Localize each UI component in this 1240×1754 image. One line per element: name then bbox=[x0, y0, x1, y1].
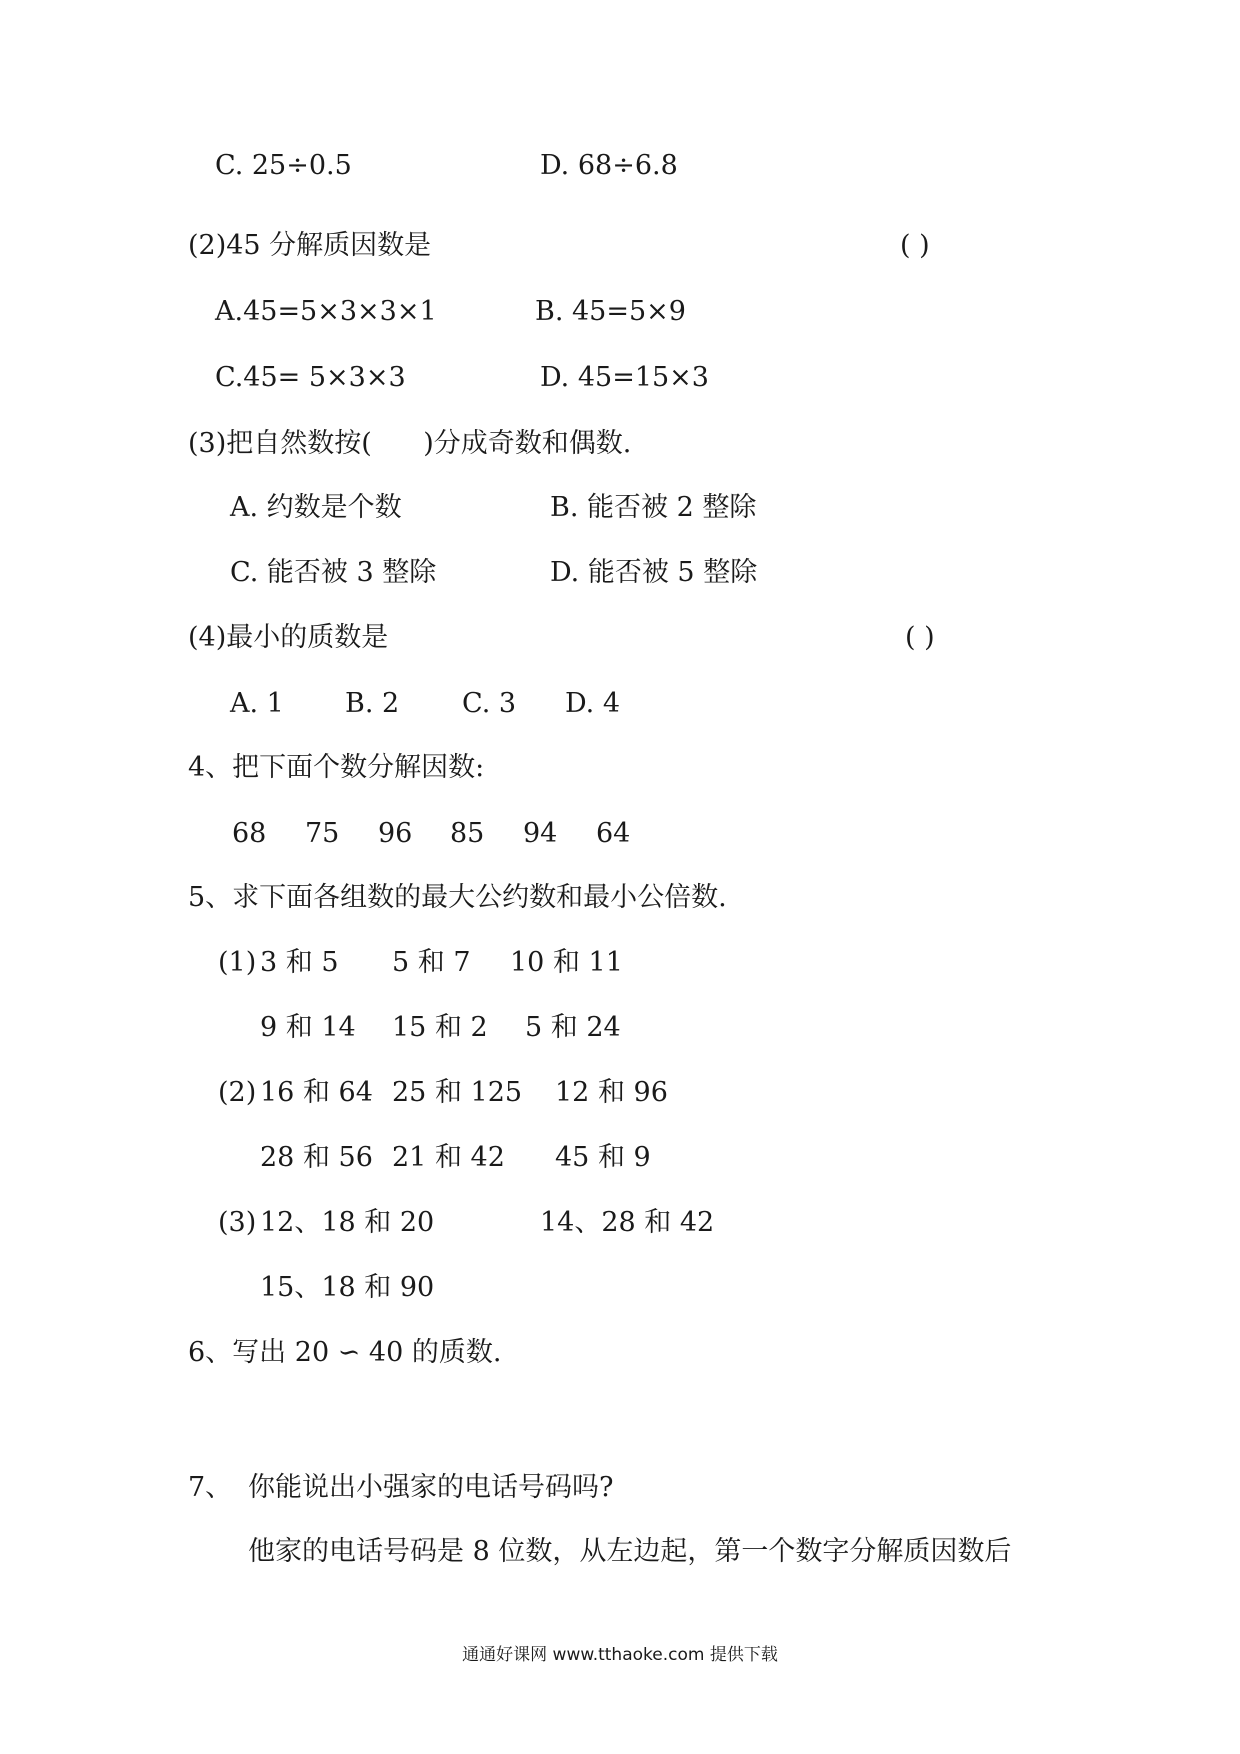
q3-1-option-c: C. 25÷0.5 bbox=[215, 150, 352, 181]
q3-3-stem: (3)把自然数按( )分成奇数和偶数. bbox=[188, 428, 632, 459]
q3-3-option-b: B. 能否被 2 整除 bbox=[550, 492, 757, 523]
q5-triple: 12、18 和 20 bbox=[260, 1207, 435, 1238]
q3-3-option-c: C. 能否被 3 整除 bbox=[230, 557, 437, 588]
q7-number: 7、 bbox=[188, 1472, 233, 1503]
q3-4-answer-blank: ( ) bbox=[905, 622, 935, 653]
q3-4-option-d: D. 4 bbox=[565, 688, 621, 719]
q4-number: 68 bbox=[232, 818, 267, 849]
q5-triple: 14、28 和 42 bbox=[540, 1207, 715, 1238]
q7-title: 你能说出小强家的电话号码吗? bbox=[248, 1472, 614, 1503]
q6-title: 6、写出 20 ∽ 40 的质数. bbox=[188, 1337, 502, 1368]
q3-1-option-d: D. 68÷6.8 bbox=[540, 150, 678, 181]
q5-pair: 21 和 42 bbox=[392, 1142, 505, 1173]
q5-pair: 15 和 2 bbox=[392, 1012, 488, 1043]
q5-title: 5、求下面各组数的最大公约数和最小公倍数. bbox=[188, 882, 727, 913]
q5-pair: 5 和 7 bbox=[392, 947, 471, 978]
q5-pair: 45 和 9 bbox=[555, 1142, 651, 1173]
q5-pair: 28 和 56 bbox=[260, 1142, 373, 1173]
q4-number: 94 bbox=[523, 818, 558, 849]
q3-4-option-c: C. 3 bbox=[462, 688, 517, 719]
q4-number: 75 bbox=[305, 818, 340, 849]
q3-3-option-d: D. 能否被 5 整除 bbox=[550, 557, 758, 588]
q3-2-answer-blank: ( ) bbox=[900, 230, 930, 261]
q5-group-3-label: (3) bbox=[218, 1207, 257, 1238]
q5-pair: 3 和 5 bbox=[260, 947, 339, 978]
q4-number: 64 bbox=[596, 818, 631, 849]
q5-pair: 9 和 14 bbox=[260, 1012, 356, 1043]
q5-pair: 10 和 11 bbox=[510, 947, 623, 978]
q5-pair: 25 和 125 bbox=[392, 1077, 523, 1108]
q5-group-2-label: (2) bbox=[218, 1077, 257, 1108]
q5-pair: 12 和 96 bbox=[555, 1077, 668, 1108]
q3-2-option-a: A.45=5×3×3×1 bbox=[215, 296, 437, 327]
footer-source: 通通好课网 www.tthaoke.com 提供下载 bbox=[462, 1645, 778, 1665]
q5-pair: 5 和 24 bbox=[525, 1012, 621, 1043]
q4-number: 85 bbox=[450, 818, 485, 849]
q3-2-option-b: B. 45=5×9 bbox=[535, 296, 686, 327]
q3-2-stem: (2)45 分解质因数是 bbox=[188, 230, 432, 261]
q4-title: 4、把下面个数分解因数: bbox=[188, 752, 485, 783]
q3-4-option-b: B. 2 bbox=[345, 688, 400, 719]
q4-number: 96 bbox=[378, 818, 413, 849]
q7-body: 他家的电话号码是 8 位数，从左边起，第一个数字分解质因数后 bbox=[248, 1536, 1012, 1567]
q3-2-option-d: D. 45=15×3 bbox=[540, 362, 709, 393]
q5-pair: 16 和 64 bbox=[260, 1077, 373, 1108]
q5-group-1-label: (1) bbox=[218, 947, 257, 978]
q3-4-option-a: A. 1 bbox=[230, 688, 284, 719]
q3-3-option-a: A. 约数是个数 bbox=[230, 492, 402, 523]
q3-4-stem: (4)最小的质数是 bbox=[188, 622, 389, 653]
q5-triple: 15、18 和 90 bbox=[260, 1272, 435, 1303]
q3-2-option-c: C.45= 5×3×3 bbox=[215, 362, 406, 393]
